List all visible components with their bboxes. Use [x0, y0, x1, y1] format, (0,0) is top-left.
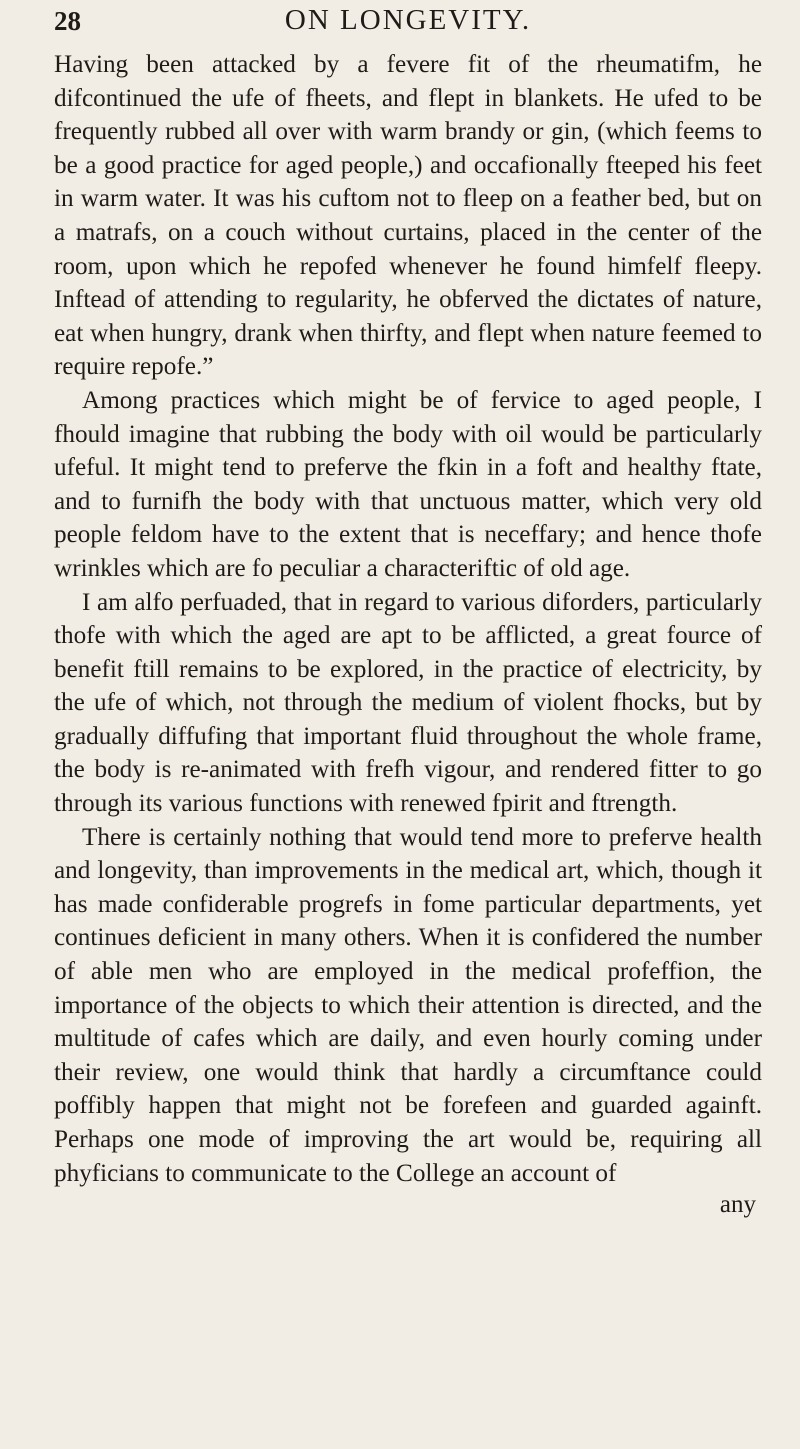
body-text — [54, 48, 762, 1190]
paragraph-3: I am alfo perfuaded, that in regard to various diforders, particularly thofe with which the aged are apt to be afflicted, a great fource of benefit ftill remains to be explored, in the practice of electricity, by the ufe of which, not through the medium of violent fhocks, but by gradually diffufing that important fluid throughout the whole frame, the body is re-animated with frefh vigour, and rendered fitter to go through its various functions with renewed fpirit and ftrength. — [54, 588, 762, 818]
catchword: any — [719, 1191, 756, 1219]
paragraph-2: Among practices which might be of fervice to aged people, I fhould imagine that rubbing the body with oil would be particularly ufeful. It might tend to preferve the fkin in a foft and healthy ftate, and to furnifh the body with that unctuous matter, which very old people feldom have to the extent that is neceffary; and hence thofe wrinkles which are fo peculiar a characteriftic of old age. — [54, 386, 762, 582]
running-title: ON LONGEVITY. — [284, 4, 532, 36]
paragraph-1: Having been attacked by a fevere fit of the rheumatifm, he difcontinued the ufe of fheets, and flept in blankets. He ufed to be frequently rubbed all over with warm brandy or gin, (which feems to be a good practice for aged people,) and occafionally fteeped his feet in warm water. It was his cuftom not to fleep on a feather bed, but on a matrafs, on a couch without curtains, placed in the center of the room, upon which he repofed whenever he found himfelf fleepy. Inftead of attending to regularity, he obferved the dictates of nature, eat when hungry, drank when thirfty, and flept when nature feemed to require repofe.” — [54, 51, 762, 381]
paragraph-4: There is certainly nothing that would tend more to preferve health and longevity, than improvements in the medical art, which, though it has made confiderable progrefs in fome particular departments, yet continues deficient in many others. When it is confidered the number of able men who are employed in the medical profeffion, the importance of the objects to which their attention is directed, and the multitude of cafes which are daily, and even hourly coming under their review, one would think that hardly a circumftance could poffibly happen that might not be forefeen and guarded againft. Perhaps one mode of improving the art would be, requiring all phyficians to communicate to the College an account of — [54, 823, 762, 1187]
page-header — [54, 0, 762, 44]
page-number: 28 — [54, 6, 81, 36]
